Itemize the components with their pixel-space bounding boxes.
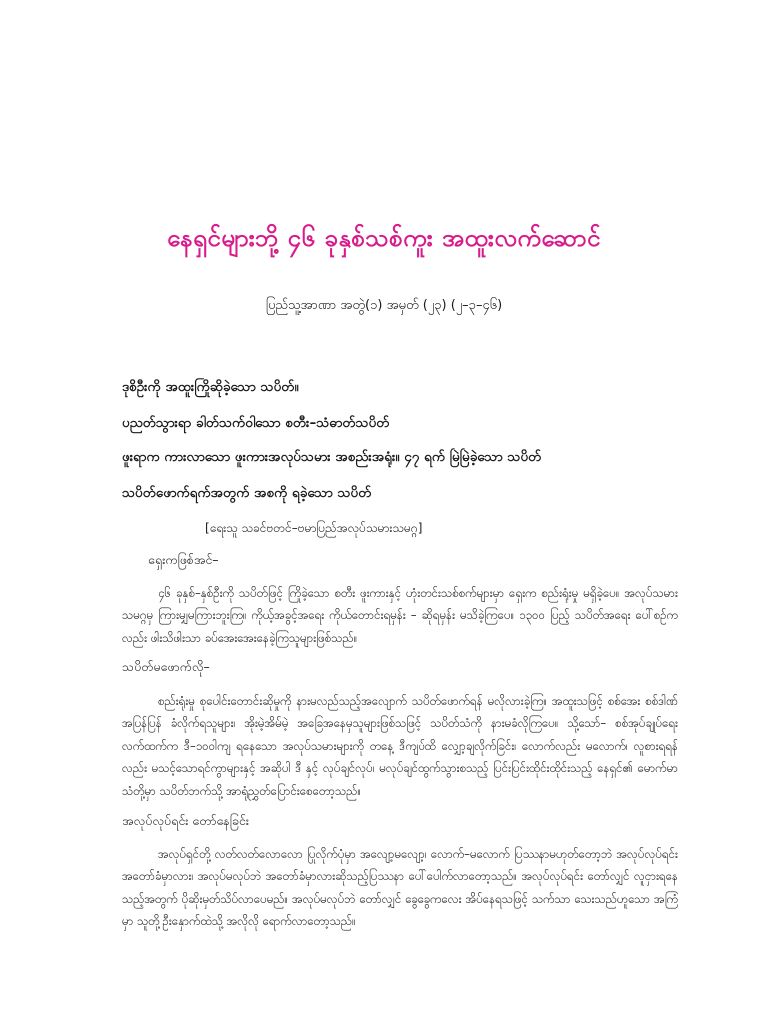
section-heading-no-strike: သပိတ်မဖောက်လို– (122, 659, 210, 674)
headline-4: သပိတ်ဖောက်ရက်အတွက် အစကို ရခဲ့သော သပိတ် (122, 485, 372, 501)
author-line: [ရေးသူ သခင်ဗတင်–ဗမာပြည်အလုပ်သမားသမဂ္ဂ] (205, 521, 423, 535)
section-paragraph-background: ၄၆ ခုနှစ်–နှစ်ဦးကို သပိတ်ဖြင့် ကြိုခဲ့သော စတီး ဖူးကားနှင့် ဟုံးတင်းသစ်စက်များမှာ ရှေးက စည်းရုံးမှု မရှိခဲ့ပေ။ အလုပ်သမားသမဂ္ဂမှ ကြားမျှမကြားဘူးကြ။ ကိုယ့်အခွင့်အရေး ကိုယ်တောင်းရမှန်း – ဆိုရမှန်း မသိခဲ့ကြပေ။ ၁၃၀၀ ပြည့် သပိတ်အရေး ပေါ်စဉ်ကလည်း ဖါးသိဖါးသာ ခပ်အေးအေးနေခဲ့ကြသူများဖြစ်သည်။ (122, 586, 678, 645)
document-title: နေရှင်များဘို့ ၄၆ ခုနှစ်သစ်ကူး အထူးလက်ဆောင် (167, 224, 601, 252)
source-citation: ပြည်သူ့အာဏာ အတွဲ(၁) အမှတ် (၂၃) (၂–၃–၄၆) (265, 298, 503, 313)
section-paragraph-work-while-cut: အလုပ်ရှင်တို့ လတ်လတ်လောလော ပြုလိုက်ပုံမှာ အလျော့မလျော့၊ လောက်–မလောက် ပြဿနာမဟုတ်တော့ဘဲ အလုပ်လုပ်ရင်း အတော်ခံမှာလား၊ အလုပ်မလုပ်ဘဲ အတော်ခံမှာလားဆိုသည့်ပြဿနာ ပေါ်ပေါက်လာတော့သည်။ အလုပ်လုပ်ရင်း တော်လျှင် လူငှားရနေသည့်အတွက် ပိုဆိုးမှတ်သိပ်လာပေမည်။ အလုပ်မလုပ်ဘဲ တော်လျှင် ခွေခွေကလေး အိပ်နေရသဖြင့် သက်သာ သေးသည်ဟူသော အကြံမှာ သူတို့ဦးနှောက်ထဲသို့ အလိုလို ရောက်လာတော့သည်။ (122, 847, 678, 929)
section-paragraph-no-strike: စည်းရုံးမှု စုပေါင်းတောင်းဆိုမှုကို နားမလည်သည့်အလျောက် သပိတ်ဖောက်ရန် မလိုလားခဲ့ကြ။ အထူးသဖြင့် စစ်အေး စစ်ဒါဏ် အပြန်ပြန် ခံလိုက်ရသူများ၊ အိုးမဲ့အိမ်မဲ့ အခြေအနေမှသူများဖြစ်သဖြင့် သပိတ်သံကို နားမခံလိုကြပေ။ သို့သော်– စစ်အုပ်ချုပ်ရေးလက်ထက်က ဒီ–၁၀ဝါကျ ရနေသော အလုပ်သမားများကို တနေ့ ဒီကျပ်ထိ လျှော့ချလိုက်ခြင်း၊ လောက်လည်း မလောက်၊ လူစားရရန်လည်း မသင့်သောရင်ကွာများနှင့် အဆိုပါ ဒီ နှင့် လုပ်ချင်လုပ်၊ မလုပ်ချင်ထွက်သွားစသည့် ပြင်းပြင်းထိုင်းထိုင်းသည့် နေရှင်၏ မောက်မာသံတို့မှာ သပိတ်ဘက်သို့ အာရုံညွှတ်ပြောင်းစေတော့သည်။ (122, 694, 678, 798)
section-heading-background: ရှေးကဖြစ်အင်– (148, 552, 219, 567)
section-heading-work-while-cut: အလုပ်လုပ်ရင်း တော်နေခြင်း (122, 813, 250, 828)
headline-1: ဒုစိဦးကို အထူးကြိုဆိုခဲ့သော သပိတ်။ (122, 379, 299, 395)
headline-2: ပညတ်သွားရာ ခါတ်သက်ဝါသော စတီး–သံဓာတ်သပိတ် (122, 415, 390, 431)
headline-3: ဖူးရာက ကားလာသော ဖူးကားအလုပ်သမား အစည်းအရုံး။ ၄၇ ရက် မြဲမြဲခဲ့သော သပိတ် (122, 449, 542, 465)
